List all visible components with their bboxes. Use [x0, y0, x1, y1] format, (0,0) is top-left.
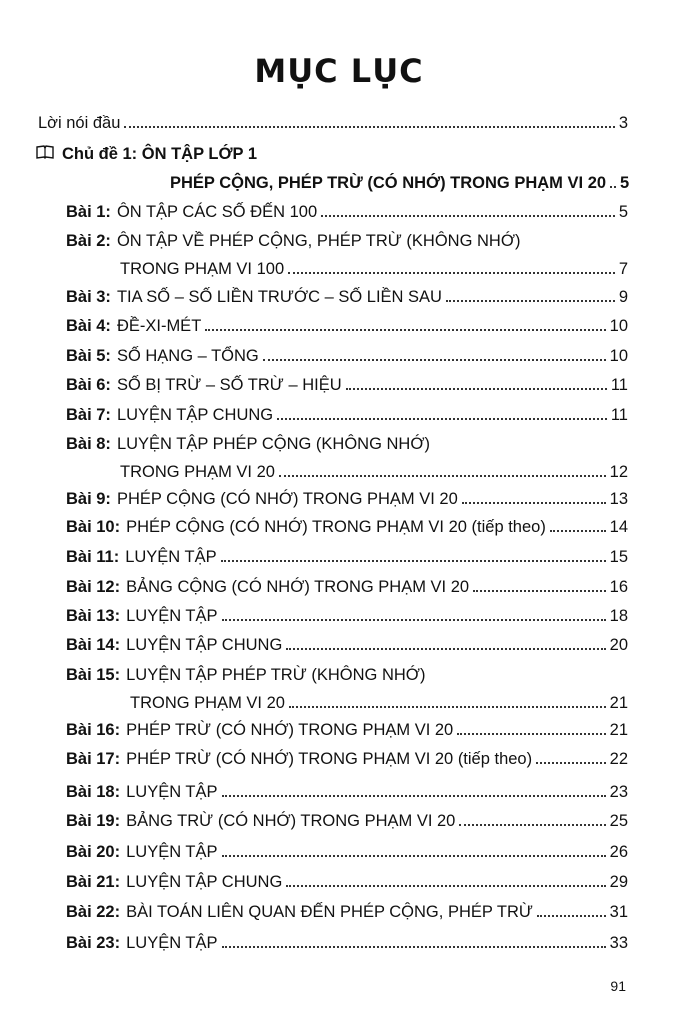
toc-page-number: 7: [618, 260, 628, 278]
toc-page-number: 21: [609, 694, 628, 712]
lesson-label: Bài 17:: [66, 750, 121, 768]
toc-page-number: 33: [609, 934, 628, 952]
lesson-label: Bài 13:: [66, 607, 121, 625]
leader-dots: [286, 647, 605, 650]
lesson-title: ÔN TẬP CÁC SỐ ĐẾN 100: [116, 203, 318, 221]
book-icon: [36, 145, 54, 159]
toc-page-number: 31: [609, 903, 628, 921]
lesson-title: LUYỆN TẬP CHUNG: [126, 873, 283, 891]
toc-page-number: 23: [609, 783, 628, 801]
toc-page-number: 22: [609, 750, 628, 768]
toc-page-number: 18: [609, 607, 628, 625]
toc-page-number: 3: [618, 114, 628, 132]
lesson-label: Bài 1:: [66, 203, 111, 221]
leader-dots: [289, 705, 606, 708]
lesson-label: Bài 22:: [66, 903, 121, 921]
toc-entry-text: Lời nói đầu: [38, 114, 121, 132]
toc-page-number: 13: [609, 490, 628, 508]
lesson-label: Bài 2:: [66, 232, 111, 250]
leader-dots: [446, 299, 615, 302]
lesson-title: LUYỆN TẬP: [125, 548, 217, 566]
leader-dots: [279, 474, 606, 477]
lesson-label: Bài 20:: [66, 843, 121, 861]
toc-page-number: 14: [609, 518, 628, 536]
lesson-label: Bài 8:: [66, 435, 111, 453]
leader-dots: [346, 387, 607, 390]
lesson-title: LUYỆN TẬP PHÉP TRỪ (KHÔNG NHỚ): [126, 666, 426, 684]
lesson-title: LUYỆN TẬP PHÉP CỘNG (KHÔNG NHỚ): [116, 435, 430, 453]
lesson-label: Bài 6:: [66, 376, 111, 394]
lesson-title: LUYỆN TẬP: [126, 783, 218, 801]
leader-dots: [473, 589, 606, 592]
leader-dots: [457, 732, 605, 735]
leader-dots: [610, 185, 616, 188]
leader-dots: [263, 358, 606, 361]
lesson-title: PHÉP TRỪ (CÓ NHỚ) TRONG PHẠM VI 20 (tiếp theo): [126, 750, 533, 768]
toc-page-number: 10: [609, 347, 628, 365]
toc-page-number: 5: [618, 203, 628, 221]
lesson-title: PHÉP CỘNG (CÓ NHỚ) TRONG PHẠM VI 20 (tiếp theo): [126, 518, 546, 536]
toc-page-number: 29: [609, 873, 628, 891]
leader-dots: [222, 618, 606, 621]
leader-dots: [222, 945, 606, 948]
leader-dots: [550, 529, 606, 532]
toc-page-number: 21: [609, 721, 628, 739]
toc-page-number: 26: [609, 843, 628, 861]
lesson-title: LUYỆN TẬP CHUNG: [116, 406, 274, 424]
lesson-label: Bài 23:: [66, 934, 121, 952]
leader-dots: [222, 854, 606, 857]
leader-dots: [205, 328, 605, 331]
lesson-label: Bài 5:: [66, 347, 111, 365]
toc-page-number: 5: [620, 174, 630, 192]
lesson-title: SỐ HẠNG – TỔNG: [116, 347, 259, 365]
lesson-label: Bài 16:: [66, 721, 121, 739]
leader-dots: [221, 559, 606, 562]
lesson-title: LUYỆN TẬP: [126, 843, 218, 861]
lesson-title: BÀI TOÁN LIÊN QUAN ĐẾN PHÉP CỘNG, PHÉP TRỪ: [126, 903, 533, 921]
leader-dots: [124, 125, 614, 128]
lesson-label: Bài 4:: [66, 317, 111, 335]
lesson-label: Bài 21:: [66, 873, 121, 891]
lesson-label: Bài 15:: [66, 666, 121, 684]
leader-dots: [462, 501, 606, 504]
toc-page-number: 16: [609, 578, 628, 596]
lesson-title: BẢNG CỘNG (CÓ NHỚ) TRONG PHẠM VI 20: [126, 578, 470, 596]
leader-dots: [537, 914, 606, 917]
lesson-label: Bài 10:: [66, 518, 121, 536]
toc-page-number: 11: [610, 406, 628, 424]
leader-dots: [222, 794, 606, 797]
leader-dots: [536, 761, 606, 764]
lesson-title: PHÉP CỘNG (CÓ NHỚ) TRONG PHẠM VI 20: [116, 490, 458, 508]
leader-dots: [277, 417, 607, 420]
page-title: MỤC LỤC: [254, 52, 424, 90]
leader-dots: [288, 271, 615, 274]
lesson-title-continued: TRONG PHẠM VI 20: [130, 694, 285, 712]
lesson-title: ÔN TẬP VỀ PHÉP CỘNG, PHÉP TRỪ (KHÔNG NHỚ): [116, 232, 521, 250]
toc-page-number: 9: [618, 288, 628, 306]
toc-page-number: 12: [609, 463, 628, 481]
lesson-title: LUYỆN TẬP: [126, 607, 218, 625]
chapter-title: Chủ đề 1: ÔN TẬP LỚP 1: [62, 145, 257, 163]
lesson-title: TIA SỐ – SỐ LIỀN TRƯỚC – SỐ LIỀN SAU: [116, 288, 442, 306]
lesson-label: Bài 7:: [66, 406, 111, 424]
lesson-title: ĐỀ-XI-MÉT: [116, 317, 202, 335]
toc-page-number: 10: [609, 317, 628, 335]
lesson-title: SỐ BỊ TRỪ – SỐ TRỪ – HIỆU: [116, 376, 342, 394]
lesson-title: BẢNG TRỪ (CÓ NHỚ) TRONG PHẠM VI 20: [126, 812, 456, 830]
leader-dots: [321, 214, 615, 217]
lesson-title: PHÉP TRỪ (CÓ NHỚ) TRONG PHẠM VI 20: [126, 721, 454, 739]
leader-dots: [286, 884, 605, 887]
lesson-label: Bài 19:: [66, 812, 121, 830]
leader-dots: [459, 823, 605, 826]
toc-page-number: 20: [609, 636, 628, 654]
toc-page-number: 15: [609, 548, 628, 566]
lesson-label: Bài 18:: [66, 783, 121, 801]
lesson-label: Bài 9:: [66, 490, 111, 508]
lesson-title: LUYỆN TẬP: [126, 934, 218, 952]
toc-page-number: 25: [609, 812, 628, 830]
lesson-label: Bài 14:: [66, 636, 121, 654]
page-number: 91: [610, 978, 626, 994]
chapter-subtitle: PHÉP CỘNG, PHÉP TRỪ (CÓ NHỚ) TRONG PHẠM VI 20: [170, 174, 607, 192]
lesson-title: LUYỆN TẬP CHUNG: [126, 636, 283, 654]
lesson-label: Bài 12:: [66, 578, 121, 596]
toc-page-number: 11: [610, 376, 628, 394]
lesson-label: Bài 3:: [66, 288, 111, 306]
lesson-title-continued: TRONG PHẠM VI 100: [120, 260, 285, 278]
lesson-label: Bài 11:: [66, 548, 120, 566]
lesson-title-continued: TRONG PHẠM VI 20: [120, 463, 275, 481]
